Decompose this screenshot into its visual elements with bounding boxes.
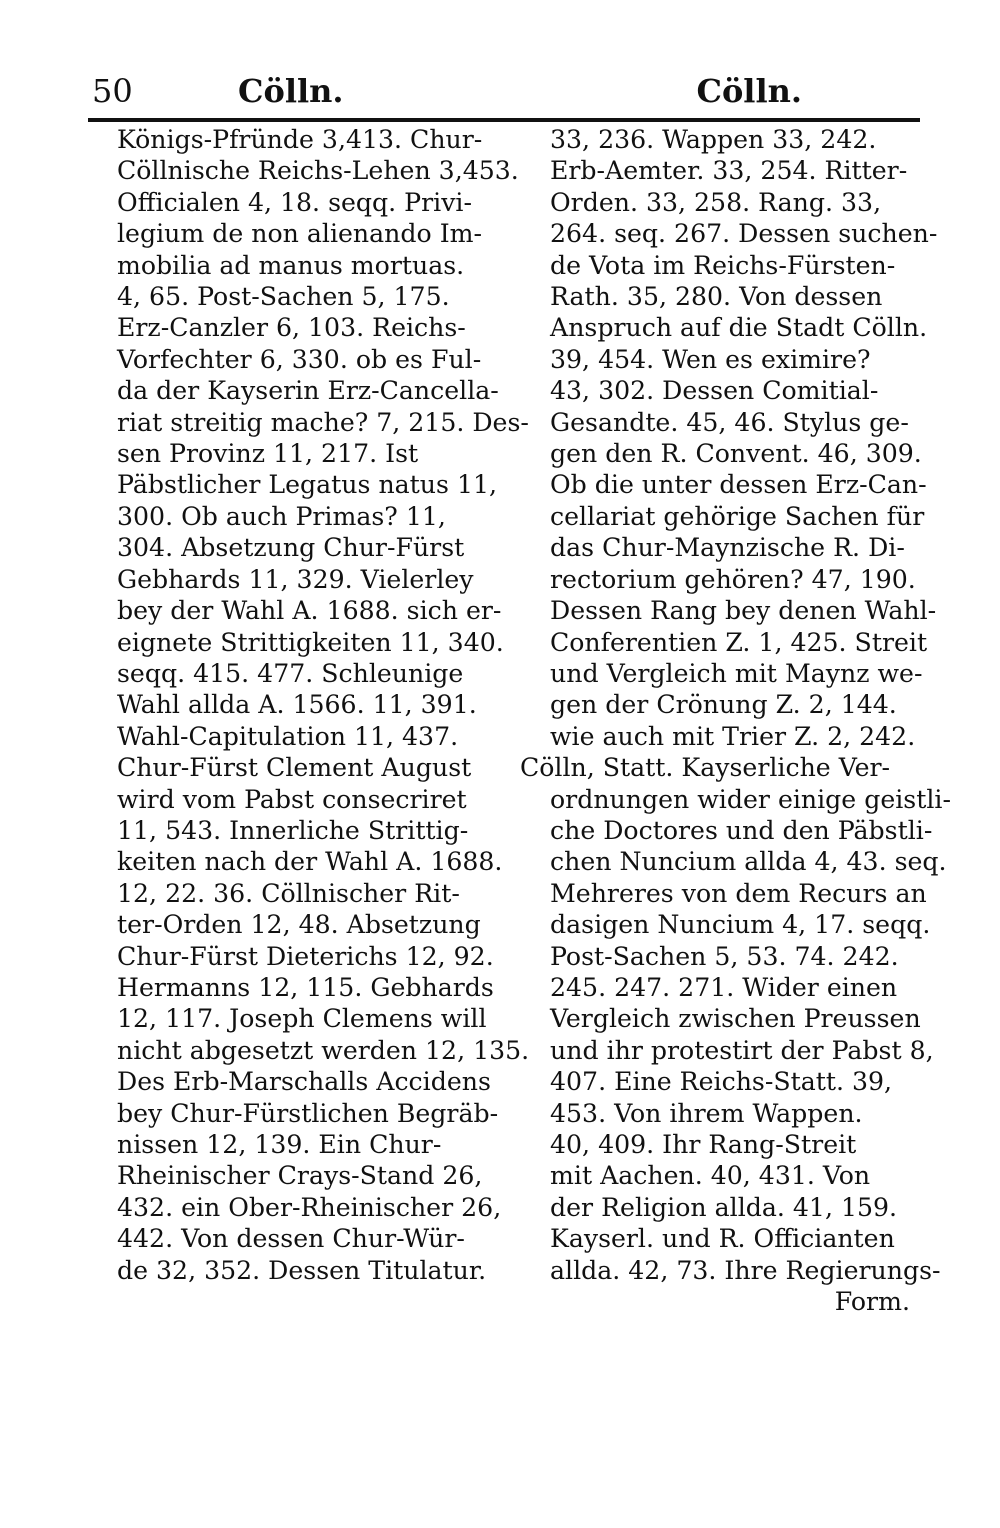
text-line: riat streitig mache? 7, 215. Des- <box>117 407 529 437</box>
text-line: bey Chur-Fürstlichen Begräb- <box>117 1098 499 1128</box>
text-line: Orden. 33, 258. Rang. 33, <box>550 187 882 217</box>
text-line: 11, 543. Innerliche Strittig- <box>117 815 469 845</box>
text-line: eignete Strittigkeiten 11, 340. <box>117 627 504 657</box>
text-line: Wahl-Capitulation 11, 437. <box>117 721 459 751</box>
text-line: gen der Crönung Z. 2, 144. <box>550 690 897 720</box>
text-line: 39, 454. Wen es eximire? <box>550 344 871 374</box>
text-line: 442. Von dessen Chur-Wür- <box>117 1224 465 1254</box>
text-line: 12, 117. Joseph Clemens will <box>117 1004 487 1034</box>
text-line: nissen 12, 139. Ein Chur- <box>117 1130 442 1159</box>
text-line: 300. Ob auch Primas? 11, <box>117 501 446 531</box>
text-line: Gesandte. 45, 46. Stylus ge- <box>550 407 909 437</box>
text-line: Vergleich zwischen Preussen <box>550 1004 921 1034</box>
text-line: keiten nach der Wahl A. 1688. <box>117 847 503 877</box>
text-line: mobilia ad manus mortuas. <box>117 250 465 280</box>
text-line: chen Nuncium allda 4, 43. seq. <box>550 847 947 877</box>
text-line: und Vergleich mit Maynz we- <box>550 658 923 688</box>
text-line: ter-Orden 12, 48. Absetzung <box>117 910 481 940</box>
right-column <box>520 124 951 1317</box>
text-line: de Vota im Reichs-Fürsten- <box>550 250 896 280</box>
text-line: legium de non alienando Im- <box>117 219 483 249</box>
text-line: 43, 302. Dessen Comitial- <box>550 376 879 406</box>
text-line: Post-Sachen 5, 53. 74. 242. <box>550 941 899 971</box>
right-running-head: Cölln. <box>696 72 802 110</box>
text-line: 33, 236. Wappen 33, 242. <box>550 125 877 154</box>
text-line: Gebhards 11, 329. Vielerley <box>117 564 474 594</box>
text-line: Wahl allda A. 1566. 11, 391. <box>117 690 477 720</box>
text-line: Kayserl. und R. Officianten <box>550 1224 895 1254</box>
text-line: Päbstlicher Legatus natus 11, <box>117 470 498 500</box>
text-line: Chur-Fürst Clement August <box>117 753 472 783</box>
text-line: dasigen Nuncium 4, 17. seqq. <box>550 910 931 940</box>
header-rule <box>88 118 920 122</box>
text-line: Hermanns 12, 115. Gebhards <box>117 972 494 1002</box>
left-column <box>117 124 530 1286</box>
text-line: Erz-Canzler 6, 103. Reichs- <box>117 313 466 343</box>
text-line: Ob die unter dessen Erz-Can- <box>550 470 927 500</box>
text-line: und ihr protestirt der Pabst 8, <box>550 1035 934 1065</box>
text-line: rectorium gehören? 47, 190. <box>550 564 916 594</box>
text-line: 40, 409. Ihr Rang-Streit <box>550 1130 857 1159</box>
text-line: allda. 42, 73. Ihre Regierungs- <box>550 1255 941 1285</box>
text-line: Des Erb-Marschalls Accidens <box>117 1067 491 1097</box>
text-line: Officialen 4, 18. seqq. Privi- <box>117 187 472 217</box>
text-line: Anspruch auf die Stadt Cölln. <box>550 313 928 343</box>
text-line: 453. Von ihrem Wappen. <box>550 1098 863 1128</box>
text-line: 432. ein Ober-Rheinischer 26, <box>117 1192 502 1222</box>
text-line: Chur-Fürst Dieterichs 12, 92. <box>117 941 494 971</box>
page-header <box>88 72 920 116</box>
text-line: Vorfechter 6, 330. ob es Ful- <box>117 344 482 374</box>
text-line: seqq. 415. 477. Schleunige <box>117 658 464 688</box>
text-line: Dessen Rang bey denen Wahl- <box>550 596 937 626</box>
text-line: 264. seq. 267. Dessen suchen- <box>550 219 938 249</box>
text-line: ordnungen wider einige geistli- <box>550 784 951 814</box>
page-number: 50 <box>92 72 133 110</box>
text-line: Conferentien Z. 1, 425. Streit <box>550 627 928 657</box>
entry-heading-line: Cölln, Statt. Kayserliche Ver- <box>520 753 891 783</box>
text-line: nicht abgesetzt werden 12, 135. <box>117 1035 530 1065</box>
text-line: 304. Absetzung Chur-Fürst <box>117 533 465 563</box>
text-line: che Doctores und den Päbstli- <box>550 815 933 845</box>
text-line: 4, 65. Post-Sachen 5, 175. <box>117 282 450 312</box>
text-line: Mehreres von dem Recurs an <box>550 878 927 908</box>
text-line: mit Aachen. 40, 431. Von <box>550 1161 871 1191</box>
text-line: sen Provinz 11, 217. Ist <box>117 439 419 469</box>
text-line: gen den R. Convent. 46, 309. <box>550 439 922 469</box>
text-line: 407. Eine Reichs-Statt. 39, <box>550 1067 893 1097</box>
text-line: wie auch mit Trier Z. 2, 242. <box>550 721 916 751</box>
text-line: Rath. 35, 280. Von dessen <box>550 282 883 312</box>
text-line: de 32, 352. Dessen Titulatur. <box>117 1255 487 1285</box>
text-line: 245. 247. 271. Wider einen <box>550 972 898 1002</box>
text-line: Cöllnische Reichs-Lehen 3,453. <box>117 156 519 186</box>
text-line: Königs-Pfründe 3,413. Chur- <box>117 125 483 154</box>
text-line: der Religion allda. 41, 159. <box>550 1192 898 1222</box>
text-line: wird vom Pabst consecriret <box>117 784 467 814</box>
text-line: cellariat gehörige Sachen für <box>550 501 925 531</box>
text-line: da der Kayserin Erz-Cancella- <box>117 376 499 406</box>
text-line: 12, 22. 36. Cöllnischer Rit- <box>117 878 460 908</box>
left-running-head: Cölln. <box>238 72 344 110</box>
text-line: das Chur-Maynzische R. Di- <box>550 533 905 563</box>
catchword: Form. <box>834 1287 910 1317</box>
text-line: Rheinischer Crays-Stand 26, <box>117 1161 483 1191</box>
text-line: Erb-Aemter. 33, 254. Ritter- <box>550 156 908 186</box>
text-line: bey der Wahl A. 1688. sich er- <box>117 596 502 626</box>
